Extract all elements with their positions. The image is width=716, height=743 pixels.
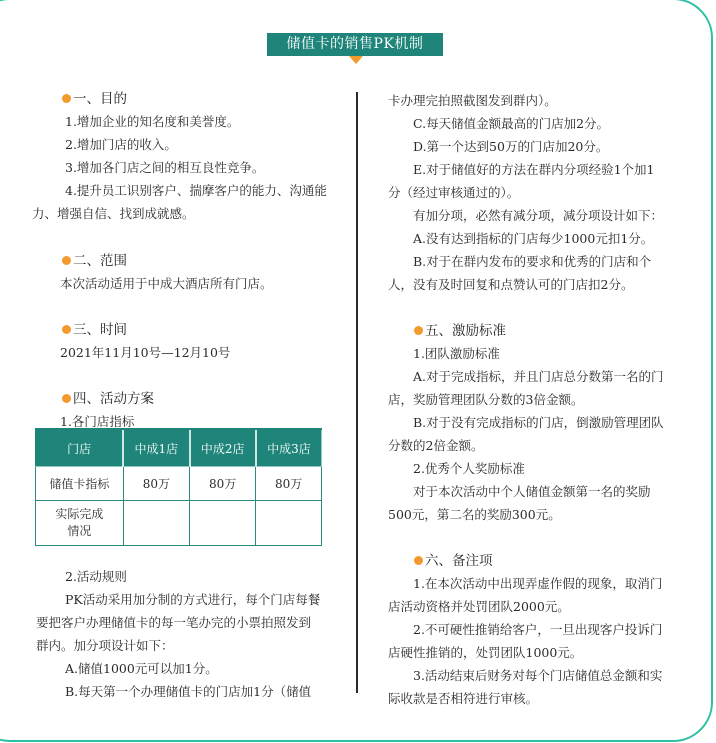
table-cell: 储值卡指标	[36, 467, 124, 501]
incentive-personal: 对于本次活动中个人储值金额第一名的奖励	[413, 484, 651, 499]
incentive-b: B.对于没有完成指标的门店，倒激励管理团队	[413, 415, 664, 430]
table-cell: 80万	[123, 467, 189, 501]
table-header: 中成3店	[256, 429, 322, 467]
bullet-dot-icon	[62, 394, 71, 403]
minus-item-a: A.没有达到指标的门店每少1000元扣1分。	[413, 231, 654, 246]
incentive-sub-1: 1.团队激励标准	[413, 346, 500, 361]
table-cell	[256, 501, 322, 546]
bullet-dot-icon	[62, 94, 71, 103]
table-cell: 80万	[190, 467, 256, 501]
bullet-dot-icon	[62, 256, 71, 265]
incentive-a: A.对于完成指标，并且门店总分数第一名的门	[413, 369, 664, 384]
store-targets-table	[35, 428, 322, 546]
plan-sub-2: 2.活动规则	[65, 569, 127, 584]
note-2-cont: 店硬性推销的，处罚团队1000元。	[388, 645, 583, 660]
rules-intro: PK活动采用加分制的方式进行，每个门店每餐	[65, 592, 321, 607]
section-heading-incentive: 五、激励标准	[388, 320, 678, 342]
section-heading-purpose: 一、目的	[40, 88, 330, 110]
plus-item-c: C.每天储值金额最高的门店加2分。	[413, 116, 610, 131]
incentive-a-cont: 店，奖励管理团队分数的3倍金额。	[388, 392, 584, 407]
table-cell: 实际完成 情况	[36, 501, 124, 546]
scope-text: 本次活动适用于中成大酒店所有门店。	[60, 276, 273, 291]
section-heading-notes: 六、备注项	[388, 550, 678, 572]
table-row	[36, 467, 322, 501]
plan-sub-1: 1.各门店指标	[60, 414, 135, 429]
page-title: 储值卡的销售PK机制	[267, 33, 443, 56]
time-text: 2021年11月10号—12月10号	[60, 345, 231, 360]
rules-intro-cont: 群内。加分项设计如下：	[36, 638, 174, 653]
plus-item-b: B.每天第一个办理储值卡的门店加1分（储值	[65, 684, 312, 699]
bullet-dot-icon	[62, 325, 71, 334]
table-row	[36, 501, 322, 546]
plus-item-b-cont: 卡办理完拍照截图发到群内）。	[388, 93, 557, 108]
purpose-item-4-cont: 力、增强自信、找到成就感。	[32, 206, 195, 221]
incentive-personal-cont: 500元，第二名的奖励300元。	[388, 507, 561, 522]
plus-item-a: A.储值1000元可以加1分。	[65, 661, 218, 676]
table-cell	[190, 501, 256, 546]
note-3-cont: 际收款是否相符进行审核。	[388, 691, 539, 706]
incentive-b-cont: 分数的2倍金额。	[388, 438, 484, 453]
right-column	[388, 89, 678, 710]
plus-item-d: D.第一个达到50万的门店加20分。	[413, 139, 609, 154]
plus-item-e: E.对于储值好的方法在群内分项经验1个加1	[413, 162, 655, 177]
rules-intro-cont: 要把客户办理储值卡的每一笔办完的小票拍照发到	[36, 615, 312, 630]
bullet-dot-icon	[414, 326, 423, 335]
purpose-item-2: 2.增加门店的收入。	[65, 137, 177, 152]
minus-item-b-cont: 人，没有及时回复和点赞认可的门店扣2分。	[388, 277, 634, 292]
left-column	[32, 88, 330, 433]
table-cell	[123, 501, 189, 546]
table-header-row	[36, 429, 322, 467]
purpose-item-4: 4.提升员工识别客户、揣摩客户的能力、沟通能	[65, 183, 327, 198]
bullet-dot-icon	[414, 556, 423, 565]
left-column-rules	[36, 565, 330, 703]
table-header: 门店	[36, 429, 124, 467]
note-3: 3.活动结束后财务对每个门店储值总金额和实	[413, 668, 663, 683]
note-1-cont: 店活动资格并处罚团队2000元。	[388, 599, 570, 614]
column-divider	[356, 92, 358, 693]
section-heading-plan: 四、活动方案	[40, 388, 330, 410]
purpose-item-1: 1.增加企业的知名度和美誉度。	[65, 114, 240, 129]
table-cell: 80万	[256, 467, 322, 501]
incentive-sub-2: 2.优秀个人奖励标准	[413, 461, 525, 476]
minus-intro: 有加分项，必然有减分项，减分项设计如下：	[413, 208, 664, 223]
note-2: 2.不可硬性推销给客户，一旦出现客户投诉门	[413, 622, 663, 637]
table-header: 中成2店	[190, 429, 256, 467]
section-heading-time: 三、时间	[40, 319, 330, 341]
title-arrow-icon	[349, 56, 363, 64]
plus-item-e-cont: 分（经过审核通过的）。	[388, 185, 520, 200]
note-1: 1.在本次活动中出现弄虚作假的现象，取消门	[413, 576, 663, 591]
purpose-item-3: 3.增加各门店之间的相互良性竞争。	[65, 160, 265, 175]
section-heading-scope: 二、范围	[40, 250, 330, 272]
frame-mask	[0, 30, 2, 710]
table-header: 中成1店	[123, 429, 189, 467]
minus-item-b: B.对于在群内发布的要求和优秀的门店和个	[413, 254, 652, 269]
